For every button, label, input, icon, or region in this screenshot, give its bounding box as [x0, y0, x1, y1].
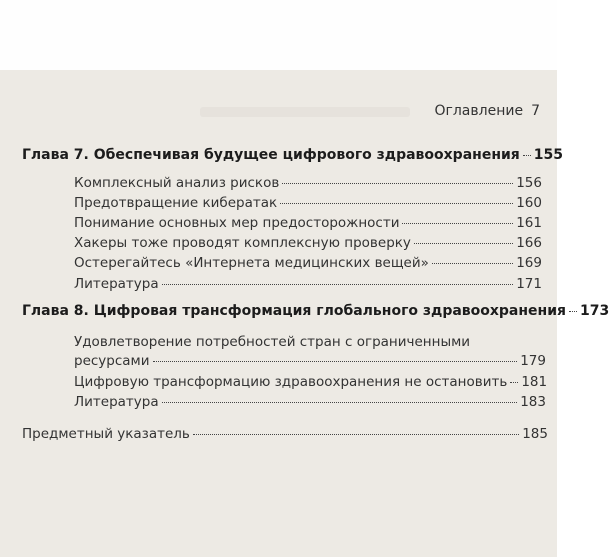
dot-leader: [523, 155, 531, 156]
entry-title: Предотвращение кибератак: [74, 195, 278, 211]
entry-title: Понимание основных мер предосторожности: [74, 215, 400, 231]
running-head: [0, 103, 540, 119]
running-head-title: Оглавление: [434, 103, 524, 119]
chapter-title: Глава 8. Цифровая трансформация глобального здравоохранения: [22, 303, 567, 319]
dot-leader: [432, 263, 513, 264]
dot-leader: [153, 361, 518, 362]
toc-chapter-8[interactable]: [22, 303, 609, 319]
entry-title: Остерегайтесь «Интернета медицинских вещей»: [74, 255, 429, 271]
dot-leader: [510, 382, 518, 383]
toc-entry[interactable]: [74, 394, 546, 410]
dot-leader: [569, 311, 577, 312]
entry-page-number: 181: [521, 374, 548, 390]
toc-entry[interactable]: [74, 175, 542, 191]
entry-title: Литература: [74, 394, 159, 410]
dot-leader: [162, 402, 518, 403]
entry-page-number: 185: [522, 426, 548, 442]
entry-page-number: 179: [520, 353, 546, 369]
toc-entry[interactable]: [74, 235, 542, 251]
entry-page-number: 156: [516, 175, 542, 191]
toc-entry[interactable]: [74, 215, 542, 231]
entry-title-line-1: Удовлетворение потребностей стран с ограниченными: [74, 334, 471, 350]
entry-title: Цифровую трансформацию здравоохранения не остановить: [74, 374, 508, 390]
toc-entry[interactable]: [74, 195, 542, 211]
dot-leader: [162, 284, 514, 285]
dot-leader: [193, 434, 519, 435]
chapter-title: Глава 7. Обеспечивая будущее цифрового здравоохранения: [22, 147, 520, 163]
toc-entry[interactable]: [74, 353, 546, 369]
toc-chapter-7[interactable]: [22, 147, 564, 163]
entry-title: Хакеры тоже проводят комплексную проверку: [74, 235, 411, 251]
toc-entry[interactable]: [74, 276, 542, 292]
dot-leader: [402, 223, 513, 224]
dot-leader: [282, 183, 513, 184]
entry-title: Предметный указатель: [22, 426, 190, 442]
running-head-page-number: 7: [531, 103, 540, 119]
entry-page-number: 169: [516, 255, 542, 271]
entry-page-number: 171: [516, 276, 542, 292]
entry-title: Комплексный анализ рисков: [74, 175, 280, 191]
toc-entry[interactable]: [74, 255, 542, 271]
toc-index-entry[interactable]: [22, 426, 548, 442]
entry-page-number: 161: [516, 215, 542, 231]
toc-entry[interactable]: [74, 374, 546, 390]
entry-page-number: 166: [516, 235, 542, 251]
chapter-page-number: 173: [580, 303, 609, 319]
entry-page-number: 160: [516, 195, 542, 211]
entry-title: Литература: [74, 276, 159, 292]
dot-leader: [414, 243, 513, 244]
entry-page-number: 183: [520, 394, 546, 410]
entry-title-line-2: ресурсами: [74, 353, 150, 369]
chapter-page-number: 155: [533, 147, 564, 163]
dot-leader: [280, 203, 513, 204]
